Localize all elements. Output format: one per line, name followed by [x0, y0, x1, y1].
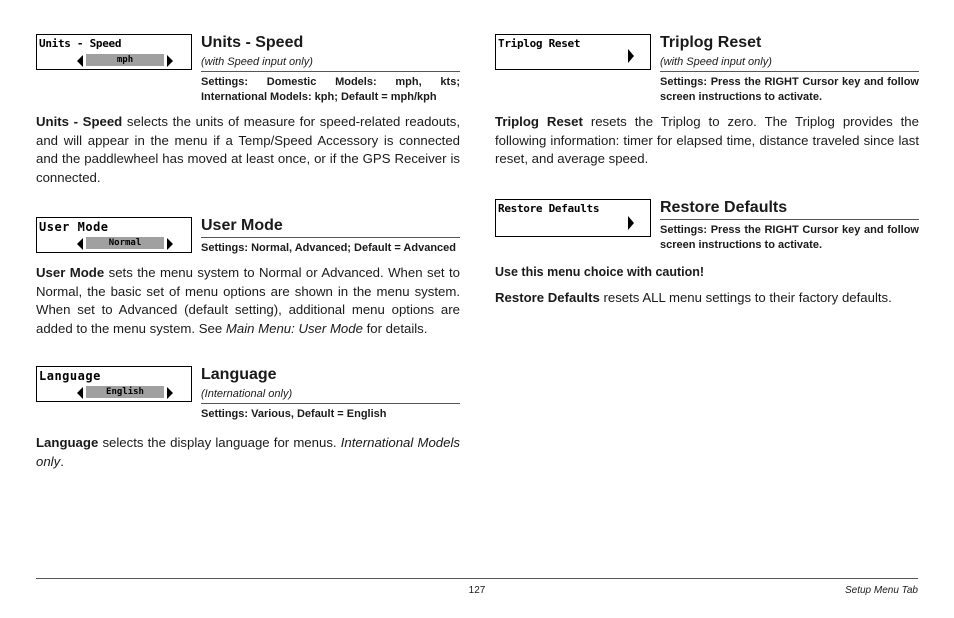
section-meta	[660, 34, 919, 105]
body-after: .	[60, 453, 64, 469]
body-italic: International Models only	[36, 435, 460, 469]
section-title: Language	[201, 366, 277, 383]
section-header	[36, 34, 460, 105]
section-units-speed	[36, 34, 460, 187]
widget-label: Units - Speed	[39, 37, 122, 50]
section-title: User Mode	[201, 217, 283, 234]
settings-text: Settings: Press the RIGHT Cursor key and follow screen instructions to activate.	[660, 76, 919, 103]
arrow-left-icon	[77, 387, 83, 399]
divider	[201, 403, 460, 404]
section-subtitle: (with Speed input only)	[660, 56, 772, 68]
section-header	[495, 34, 919, 105]
widget-value: mph	[86, 54, 164, 66]
body-after: for details.	[362, 320, 428, 336]
divider	[201, 237, 460, 238]
body-paragraph	[36, 434, 460, 471]
section-subtitle: (with Speed input only)	[201, 56, 313, 68]
widget-label: User Mode	[39, 220, 109, 234]
footer-section-label: Setup Menu Tab	[844, 585, 918, 596]
body-paragraph	[36, 264, 460, 338]
settings-text: Settings: Various, Default = English	[201, 408, 387, 420]
body-paragraph	[36, 113, 460, 187]
right-column	[495, 34, 919, 307]
section-title: Units - Speed	[201, 34, 304, 51]
body-term: Language	[36, 435, 99, 450]
section-meta	[201, 217, 460, 256]
divider	[660, 71, 919, 72]
section-subtitle: (International only)	[201, 388, 293, 400]
value-selector	[77, 54, 173, 66]
arrow-left-icon	[77, 55, 83, 67]
settings-text: Settings: Press the RIGHT Cursor key and follow screen instructions to activate.	[660, 223, 919, 251]
value-selector	[77, 237, 173, 249]
section-title: Triplog Reset	[660, 34, 762, 51]
body-text: resets ALL menu settings to their factory defaults.	[599, 289, 892, 305]
body-text: selects the display language for menus.	[98, 435, 341, 450]
left-column	[36, 34, 460, 471]
arrow-right-icon	[628, 49, 634, 63]
arrow-right-icon	[167, 55, 173, 67]
arrow-left-icon	[77, 238, 83, 250]
section-header	[495, 199, 919, 253]
section-header	[36, 217, 460, 256]
body-paragraph	[495, 289, 919, 308]
section-meta	[201, 34, 460, 105]
user-mode-menu-widget	[36, 217, 192, 253]
caution-note: Use this menu choice with caution!	[495, 264, 705, 279]
language-menu-widget	[36, 366, 192, 402]
widget-label: Triplog Reset	[498, 37, 581, 50]
body-term: Restore Defaults	[495, 289, 600, 305]
section-title: Restore Defaults	[660, 198, 788, 216]
body-text: resets the Triplog to zero. The Triplog provides the following information: timer for elapsed time, distance traveled since last reset, and average speed.	[495, 114, 919, 166]
widget-label: Restore Defaults	[498, 201, 600, 215]
body-term: User Mode	[36, 265, 105, 280]
section-meta	[201, 366, 460, 422]
divider	[660, 219, 919, 220]
triplog-reset-menu-widget	[495, 34, 651, 70]
body-term: Units - Speed	[36, 114, 123, 129]
value-selector	[77, 386, 173, 398]
footer-divider	[36, 578, 918, 579]
widget-value: Normal	[86, 237, 164, 249]
arrow-right-icon	[628, 216, 634, 230]
section-header	[36, 366, 460, 422]
widget-label: Language	[39, 369, 101, 383]
body-term: Triplog Reset	[495, 114, 583, 129]
widget-value: English	[86, 386, 164, 398]
settings-text: Settings: Normal, Advanced; Default = Advanced	[201, 242, 456, 254]
divider	[201, 71, 460, 72]
settings-text: Settings: Domestic Models: mph, kts; International Models: kph; Default = mph/kph	[201, 76, 460, 103]
units-speed-menu-widget	[36, 34, 192, 70]
page-number: 127	[468, 585, 486, 596]
restore-defaults-menu-widget	[495, 199, 651, 237]
section-restore-defaults	[495, 199, 919, 308]
body-text: selects the units of measure for speed-related readouts, and will appear in the menu if a Temp/Speed Accessory is connected and the paddlewheel has moved at least once, or if the GPS Receiver is connected.	[36, 114, 461, 185]
section-triplog-reset	[495, 34, 919, 169]
body-paragraph	[495, 113, 919, 169]
body-reference: Main Menu: User Mode	[225, 320, 363, 336]
section-meta	[660, 199, 919, 253]
section-language	[36, 366, 460, 471]
section-user-mode	[36, 217, 460, 338]
body-text: sets the menu system to Normal or Advanced. When set to Normal, the basic set of menu options are shown in the menu system. When set to Advanced (default setting), additional menu options are added to the menu system. See	[36, 265, 460, 336]
arrow-right-icon	[167, 238, 173, 250]
arrow-right-icon	[167, 387, 173, 399]
